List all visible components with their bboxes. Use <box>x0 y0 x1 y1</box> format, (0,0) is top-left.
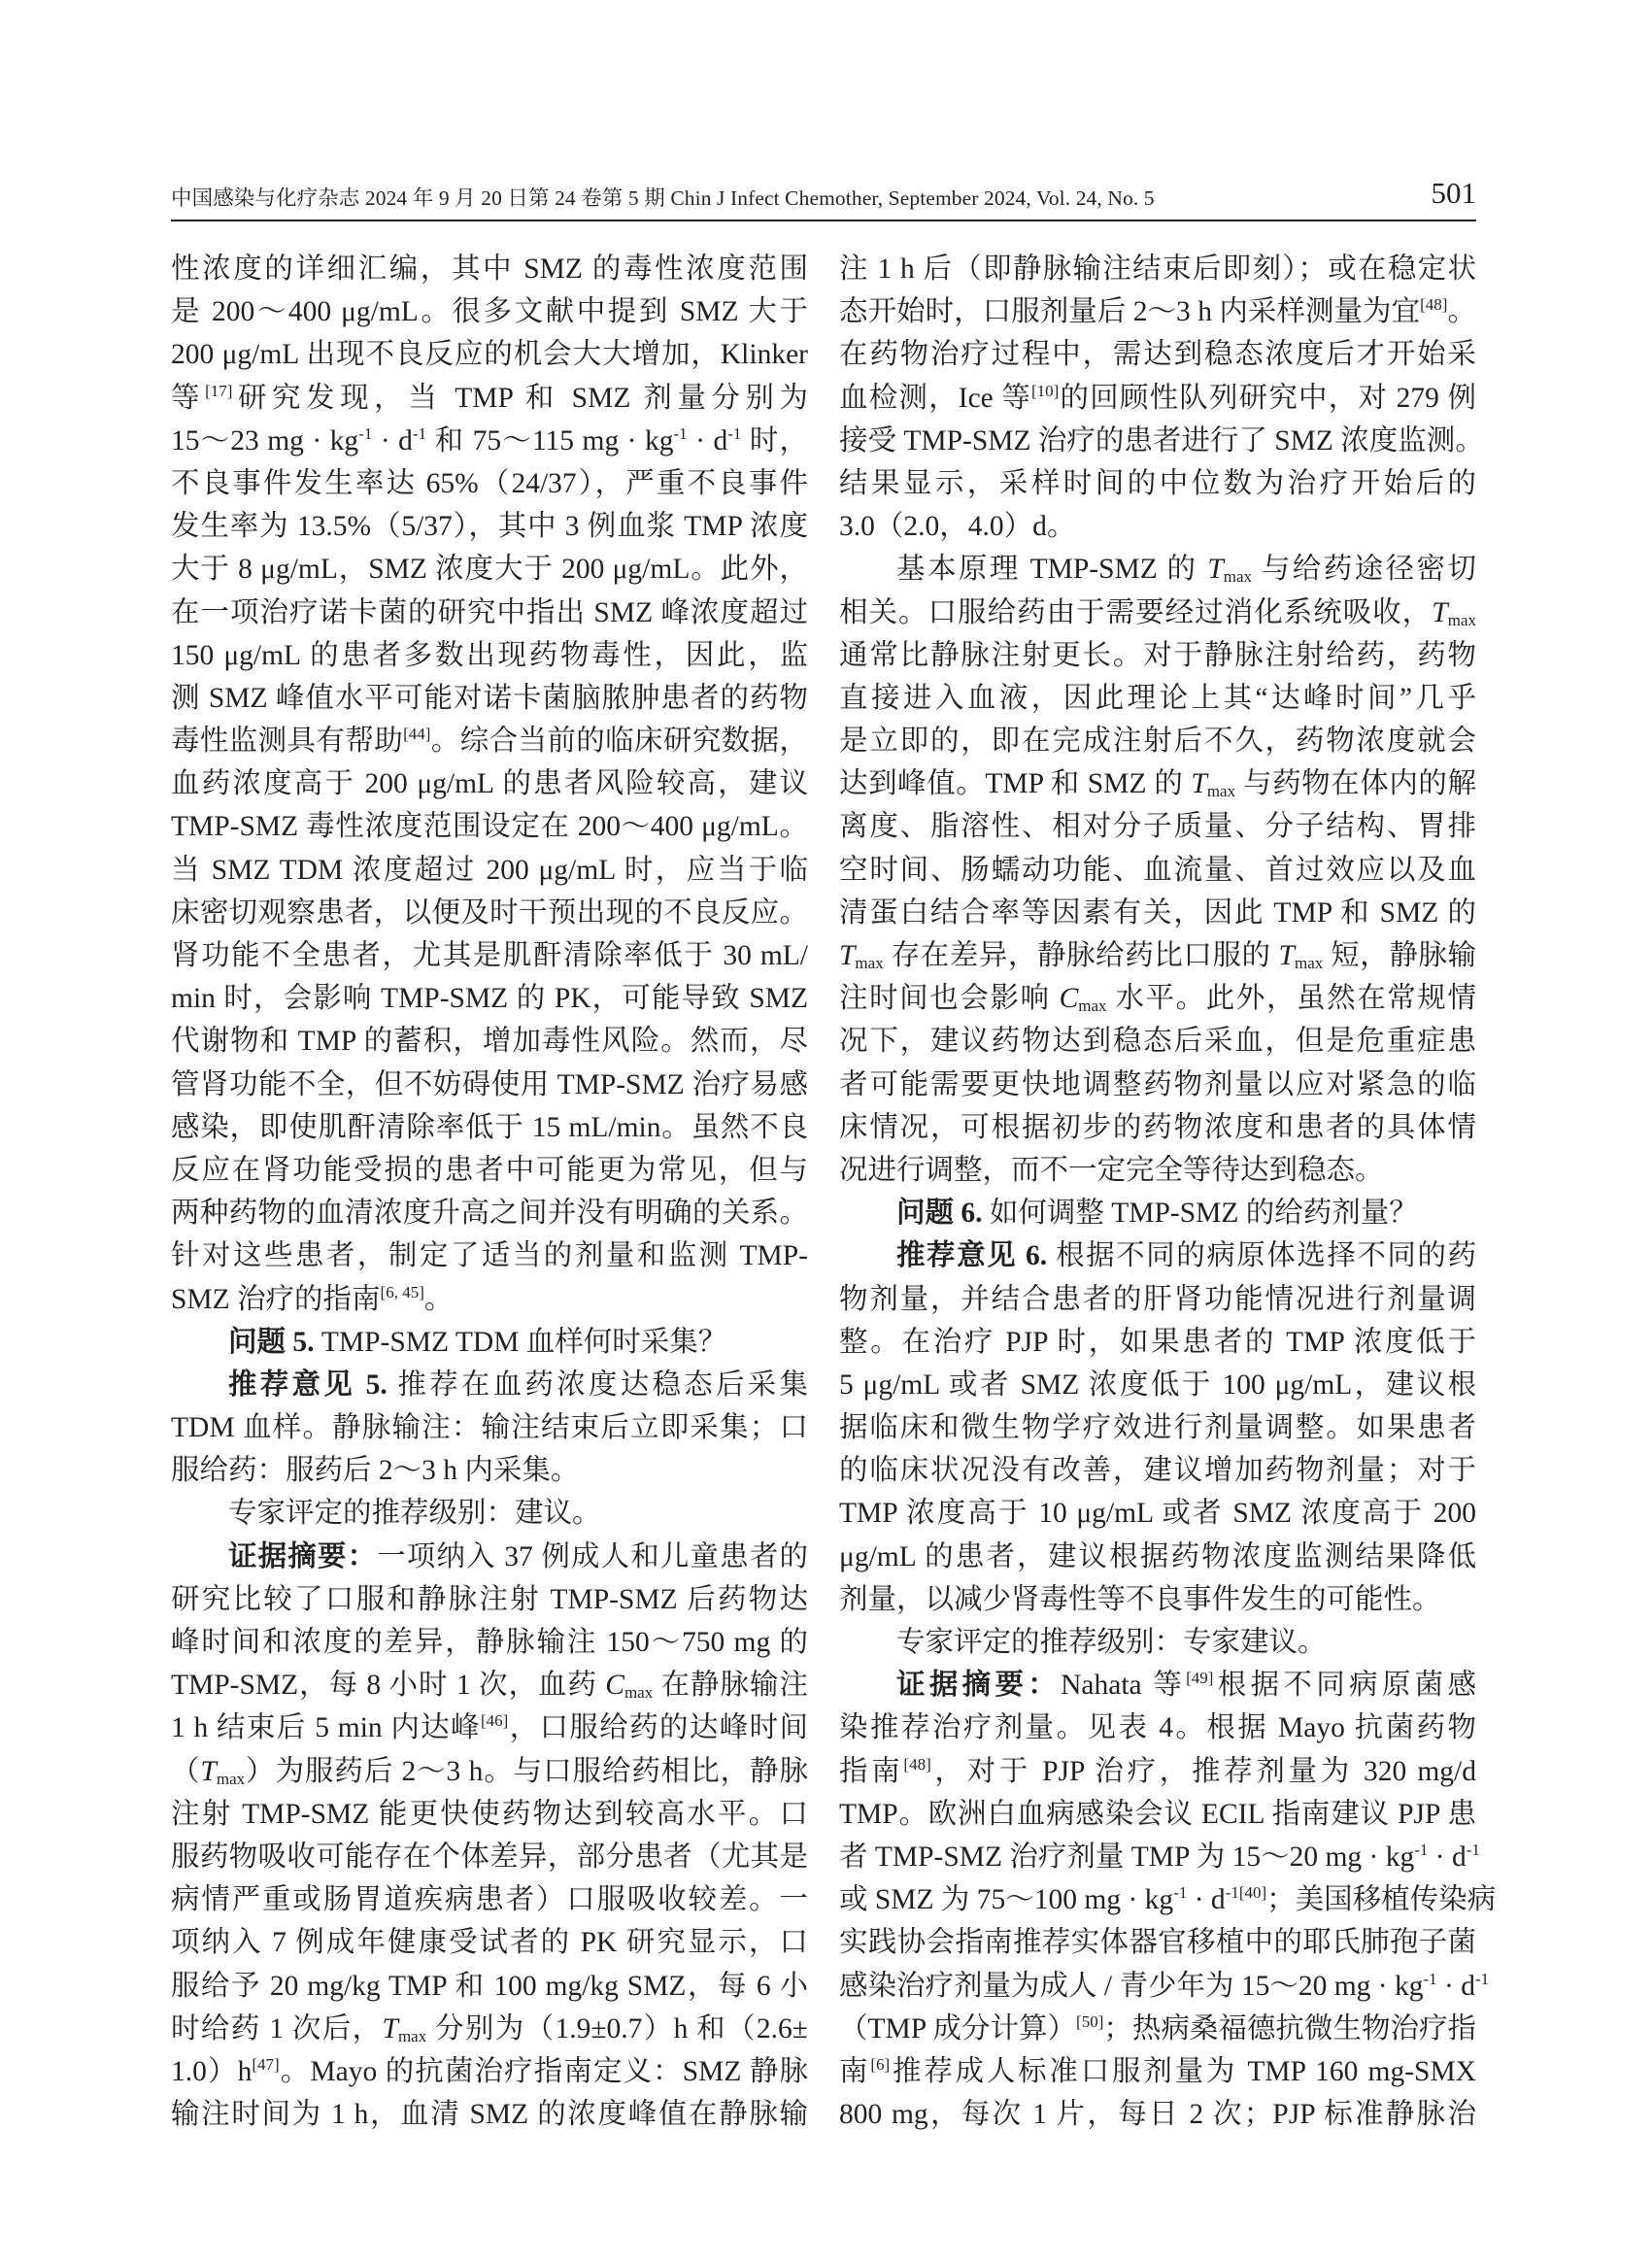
text-line <box>171 420 808 462</box>
text-run: 根据不同病原菌感 <box>1213 1670 1476 1702</box>
text-line: 针对这些患者，制定了适当的剂量和监测 TMP- <box>171 1240 808 1272</box>
text-run: 水平。此外，虽然在常规情 <box>1106 983 1476 1015</box>
text-line: 剂量，以减少肾毒性等不良事件发生的可能性。 <box>839 1583 1441 1615</box>
text-run: 毒性监测具有帮助 <box>171 726 404 758</box>
text-run: ，对于 PJP 治疗，推荐剂量为 320 mg/d <box>930 1755 1476 1787</box>
text-run: 在静脉输注 <box>653 1670 808 1702</box>
text-run: Nahata 等 <box>1061 1670 1187 1702</box>
text-run: 短，静脉输 <box>1323 940 1476 971</box>
text-line: 物剂量，并结合患者的肝肾功能情况进行剂量调 <box>839 1283 1476 1315</box>
symbol: T <box>200 1755 217 1787</box>
evidence-summary-line <box>171 1536 808 1578</box>
text-line: 整。在治疗 PJP 时，如果患者的 TMP 浓度低于 <box>839 1326 1476 1358</box>
text-line <box>839 934 1476 977</box>
text-line: TDM 血样。静脉输注：输注结束后立即采集；口 <box>171 1412 808 1444</box>
text-line: 在一项治疗诺卡菌的研究中指出 SMZ 峰浓度超过 <box>171 596 808 628</box>
question-heading <box>171 1321 808 1364</box>
evidence-label: 证据摘要： <box>896 1670 1062 1702</box>
citation-ref: [6, 45] <box>380 1282 424 1301</box>
text-line: 通常比静脉注射更长。对于静脉注射给药，药物 <box>839 639 1476 671</box>
symbol: T <box>839 940 856 971</box>
text-run: 或 SMZ 为 75～100 mg · kg <box>839 1884 1174 1916</box>
text-line: 服药物吸收可能存在个体差异，部分患者（尤其是 <box>171 1841 808 1873</box>
right-column <box>839 248 1497 2136</box>
text-line: 实践协会指南推荐实体器官移植中的耶氏肺孢子菌 <box>839 1927 1476 1959</box>
text-line: 服给药：服药后 2～3 h 内采集。 <box>171 1455 580 1487</box>
text-line <box>171 1750 808 1793</box>
superscript: -1 <box>1466 1840 1480 1859</box>
text-run: 感染治疗剂量为成人 / 青少年为 15～20 mg · kg <box>839 1970 1424 2002</box>
text-run: 等 <box>171 382 206 414</box>
superscript: -1 <box>412 423 427 443</box>
text-line <box>839 1965 1490 2008</box>
text-line <box>171 720 808 762</box>
citation-ref: -1[40] <box>1225 1883 1267 1903</box>
symbol: T <box>1207 554 1224 586</box>
text-line: 注射 TMP-SMZ 能更快使药物达到较高水平。口 <box>171 1798 808 1830</box>
superscript: -1 <box>1414 1840 1429 1859</box>
text-line: 结果显示，采样时间的中位数为治疗开始后的 <box>839 467 1476 499</box>
text-line: 大于 8 μg/mL，SMZ 浓度大于 200 μg/mL。此外， <box>171 554 808 586</box>
text-run: 态开始时，口服剂量后 2～3 h 内采样测量为宜 <box>839 296 1421 328</box>
citation-ref: [10] <box>1031 381 1060 400</box>
recommendation-label: 推荐意见 5. <box>228 1369 388 1401</box>
recommendation-line <box>839 1234 1476 1277</box>
text-line: 血药浓度高于 200 μg/mL 的患者风险较高，建议 <box>171 768 808 800</box>
text-run: 者 TMP-SMZ 治疗剂量 TMP 为 15～20 mg · kg <box>839 1841 1415 1873</box>
text-run: 注时间也会影响 <box>839 983 1060 1015</box>
text-run: 与给药途径密切 <box>1252 554 1476 586</box>
text-run: 15～23 mg · kg <box>171 424 359 456</box>
text-line: 感染，即使肌酐清除率低于 15 mL/min。虽然不良 <box>171 1111 808 1143</box>
text-run: 。综合当前的临床研究数据， <box>430 726 808 758</box>
text-line: 代谢物和 TMP 的蓄积，增加毒性风险。然而，尽 <box>171 1026 808 1058</box>
citation-ref: [17] <box>205 381 233 400</box>
text-line: 当 SMZ TDM 浓度超过 200 μg/mL 时，应当于临 <box>171 854 808 886</box>
text-run: 。 <box>423 1283 454 1315</box>
text-line <box>839 762 1476 805</box>
text-line: 输注时间为 1 h，血清 SMZ 的浓度峰值在静脉输 <box>171 2099 808 2131</box>
citation-ref: [48] <box>1420 295 1448 315</box>
text-line: TMP 浓度高于 10 μg/mL 或者 SMZ 浓度高于 200 <box>839 1498 1476 1530</box>
recommendation-grade: 专家评定的推荐级别：建议。 <box>228 1498 601 1530</box>
question-label: 问题 5. <box>228 1326 315 1358</box>
text-line <box>839 2008 1476 2050</box>
text-run: 存在差异，静脉给药比口服的 <box>883 940 1279 971</box>
text-run: 血检测，Ice 等 <box>839 382 1032 414</box>
citation-ref: [44] <box>403 725 431 744</box>
text-line <box>839 1750 1476 1793</box>
text-line: 管肾功能不全，但不妨碍使用 TMP-SMZ 治疗易感 <box>171 1068 808 1100</box>
text-run: · d <box>372 424 413 456</box>
text-run: TMP-SMZ TDM 血样何时采集？ <box>314 1326 727 1358</box>
text-line: min 时，会影响 TMP-SMZ 的 PK，可能导致 SMZ <box>171 983 808 1015</box>
superscript: -1 <box>727 423 742 443</box>
text-run: 如何调整 TMP-SMZ 的给药剂量？ <box>982 1198 1418 1230</box>
text-line: 病情严重或肠胃道疾病患者）口服吸收较差。一 <box>171 1884 808 1916</box>
text-line: 床密切观察患者，以便及时干预出现的不良反应。 <box>171 896 808 929</box>
text-run: 一项纳入 37 例成人和儿童患者的 <box>377 1540 808 1572</box>
text-run: · d <box>1187 1884 1226 1916</box>
journal-citation-line: 中国感染与化疗杂志 2024 年 9 月 20 日第 24 卷第 5 期 Chin J Infect Chemother, September 2024, Vol. 24, No. 5 <box>171 186 1155 210</box>
text-line: TMP-SMZ 毒性浓度范围设定在 200～400 μg/mL。 <box>171 811 808 843</box>
text-line: 在药物治疗过程中，需达到稳态浓度后才开始采 <box>839 339 1476 371</box>
symbol: T <box>1278 940 1295 971</box>
citation-ref: [6] <box>870 2054 891 2074</box>
text-run: 分别为（1.9±0.7）h 和（2.6± <box>426 2012 808 2044</box>
text-line: 床情况，可根据初步的药物浓度和患者的具体情 <box>839 1111 1476 1143</box>
text-line: 3.0（2.0，4.0）d。 <box>839 511 1076 543</box>
text-line: 据临床和微生物学疗效进行剂量调整。如果患者 <box>839 1412 1476 1444</box>
text-line: 服给予 20 mg/kg TMP 和 100 mg/kg SMZ，每 6 小 <box>171 1970 808 2002</box>
text-line: 两种药物的血清浓度升高之间并没有明确的关系。 <box>171 1198 808 1230</box>
text-line: TMP。欧洲白血病感染会议 ECIL 指南建议 PJP 患 <box>839 1798 1476 1830</box>
text-line <box>171 1706 808 1749</box>
text-run: 研究发现，当 TMP 和 SMZ 剂量分别为 <box>232 382 808 414</box>
recommendation-grade: 专家评定的推荐级别：专家建议。 <box>896 1627 1327 1658</box>
text-run: 的回顾性队列研究中，对 279 例 <box>1059 382 1476 414</box>
text-run: 推荐在血药浓度达稳态后采集 <box>387 1369 808 1401</box>
text-line <box>839 1878 1497 1921</box>
citation-ref: [49] <box>1186 1669 1214 1688</box>
text-line: 况下，建议药物达到稳态后采血，但是危重症患 <box>839 1026 1476 1058</box>
text-line: 注 1 h 后（即静脉输注结束后即刻）；或在稳定状 <box>839 253 1476 285</box>
text-run: ；热病桑福德抗微生物治疗指 <box>1103 2012 1476 2044</box>
text-run: 。Mayo 的抗菌治疗指南定义：SMZ 静脉 <box>279 2055 808 2087</box>
text-run: ）为服药后 2～3 h。与口服给药相比，静脉 <box>245 1755 808 1787</box>
text-line <box>839 548 1476 591</box>
text-line <box>171 2008 808 2050</box>
text-line: μg/mL 的患者，建议根据药物浓度监测结果降低 <box>839 1540 1476 1572</box>
citation-ref: [47] <box>252 2054 280 2074</box>
text-line: 染推荐治疗剂量。见表 4。根据 Mayo 抗菌药物 <box>839 1712 1476 1744</box>
recommendation-label: 推荐意见 6. <box>896 1240 1048 1272</box>
text-line <box>171 377 808 420</box>
subscript: max <box>397 2026 427 2045</box>
symbol: C <box>605 1670 624 1702</box>
text-run: 根据不同的病原体选择不同的药 <box>1047 1240 1476 1272</box>
text-run: 基本原理 TMP-SMZ 的 <box>896 554 1208 586</box>
text-line: 测 SMZ 峰值水平可能对诺卡菌脑脓肿患者的药物 <box>171 682 808 714</box>
text-line: 是 200～400 μg/mL。很多文献中提到 SMZ 大于 <box>171 296 808 328</box>
text-run: 达到峰值。TMP 和 SMZ 的 <box>839 768 1192 800</box>
text-line <box>171 2050 808 2093</box>
subscript: max <box>1223 567 1253 587</box>
recommendation-line <box>171 1364 808 1406</box>
text-run: 时给药 1 次后， <box>171 2012 383 2044</box>
text-line: 离度、脂溶性、相对分子质量、分子结构、胃排 <box>839 811 1476 843</box>
superscript: -1 <box>1423 1969 1437 1988</box>
text-line: 者可能需要更快地调整药物剂量以应对紧急的临 <box>839 1068 1476 1100</box>
text-line: 肾功能不全患者，尤其是肌酐清除率低于 30 mL/ <box>171 940 808 971</box>
text-run: （ <box>171 1755 201 1787</box>
text-line: 项纳入 7 例成年健康受试者的 PK 研究显示，口 <box>171 1927 808 1959</box>
text-line <box>839 377 1476 420</box>
header-rule <box>171 220 1476 221</box>
evidence-summary-line <box>839 1664 1476 1706</box>
question-heading <box>839 1192 1476 1234</box>
text-run: 指南 <box>839 1755 904 1787</box>
symbol: T <box>1191 768 1207 800</box>
text-run: 与药物在体内的解 <box>1235 768 1476 800</box>
text-line: 反应在肾功能受损的患者中可能更为常见，但与 <box>171 1154 808 1186</box>
text-line <box>839 290 1476 333</box>
subscript: max <box>624 1683 654 1703</box>
superscript: -1 <box>673 423 688 443</box>
text-line: 150 μg/mL 的患者多数出现药物毒性，因此，监 <box>171 639 808 671</box>
text-run: 。 <box>1447 296 1476 328</box>
subscript: max <box>1447 610 1476 629</box>
symbol: T <box>1432 596 1448 628</box>
superscript: -1 <box>1474 1969 1490 1988</box>
subscript: max <box>1078 997 1107 1016</box>
text-line <box>839 591 1476 634</box>
text-line: 接受 TMP-SMZ 治疗的患者进行了 SMZ 浓度监测。 <box>839 424 1484 456</box>
subscript: max <box>855 954 884 972</box>
text-line: 200 μg/mL 出现不良反应的机会大大增加，Klinker <box>171 339 808 371</box>
text-run: 时， <box>741 424 808 456</box>
running-header <box>171 176 1476 229</box>
text-run: 1 h 结束后 5 min 内达峰 <box>171 1712 482 1744</box>
subscript: max <box>1206 782 1236 801</box>
text-line: 清蛋白结合率等因素有关，因此 TMP 和 SMZ 的 <box>839 896 1476 929</box>
text-run: 推荐成人标准口服剂量为 TMP 160 mg-SMX <box>890 2055 1476 2087</box>
text-line: 是立即的，即在完成注射后不久，药物浓度就会 <box>839 726 1476 758</box>
text-run: ，口服给药的达峰时间 <box>508 1712 808 1744</box>
text-run: 南 <box>839 2055 871 2087</box>
subscript: max <box>1294 954 1324 972</box>
text-line: 5 μg/mL 或者 SMZ 浓度低于 100 μg/mL，建议根 <box>839 1369 1476 1401</box>
text-run: TMP-SMZ，每 8 小时 1 次，血药 <box>171 1670 606 1702</box>
text-line: 800 mg，每次 1 片，每日 2 次；PJP 标准静脉治 <box>839 2099 1476 2131</box>
text-run: 1.0）h <box>171 2055 253 2087</box>
page-number: 501 <box>1431 176 1476 210</box>
text-line <box>839 1836 1480 1878</box>
text-run: 相关。口服给药由于需要经过消化系统吸收， <box>839 596 1433 628</box>
subscript: max <box>216 1769 246 1788</box>
text-run: · d <box>687 424 728 456</box>
text-run: ；美国移植传染病 <box>1266 1884 1497 1916</box>
text-line <box>839 2050 1476 2093</box>
evidence-label: 证据摘要： <box>228 1540 378 1572</box>
text-line: 直接进入血液，因此理论上其“达峰时间”几乎 <box>839 682 1476 714</box>
left-column <box>171 248 808 2136</box>
superscript: -1 <box>358 423 373 443</box>
text-line: 况进行调整，而不一定完全等待达到稳态。 <box>839 1154 1384 1186</box>
citation-ref: [50] <box>1076 2011 1104 2031</box>
text-run: · d <box>1428 1841 1467 1873</box>
text-line <box>171 1664 808 1706</box>
text-run: 和 75～115 mg · kg <box>426 424 674 456</box>
citation-ref: [46] <box>481 1711 509 1731</box>
superscript: -1 <box>1173 1883 1188 1903</box>
text-line: 性浓度的详细汇编，其中 SMZ 的毒性浓度范围 <box>171 253 808 285</box>
text-line: 发生率为 13.5%（5/37），其中 3 例血浆 TMP 浓度 <box>171 511 808 543</box>
text-line <box>839 977 1476 1020</box>
text-line <box>171 1278 808 1321</box>
symbol: C <box>1059 983 1079 1015</box>
citation-ref: [48] <box>903 1754 931 1774</box>
text-run: （TMP 成分计算） <box>839 2012 1077 2044</box>
text-line: 的临床状况没有改善，建议增加药物剂量；对于 <box>839 1455 1476 1487</box>
text-run: · d <box>1436 1970 1475 2002</box>
text-line: 不良事件发生率达 65%（24/37），严重不良事件 <box>171 467 808 499</box>
text-line: 空时间、肠蠕动功能、血流量、首过效应以及血 <box>839 854 1476 886</box>
question-label: 问题 6. <box>896 1198 983 1230</box>
text-line: 峰时间和浓度的差异，静脉输注 150～750 mg 的 <box>171 1627 808 1658</box>
text-line: 研究比较了口服和静脉注射 TMP-SMZ 后药物达 <box>171 1583 808 1615</box>
text-run: SMZ 治疗的指南 <box>171 1283 381 1315</box>
symbol: T <box>382 2012 398 2044</box>
